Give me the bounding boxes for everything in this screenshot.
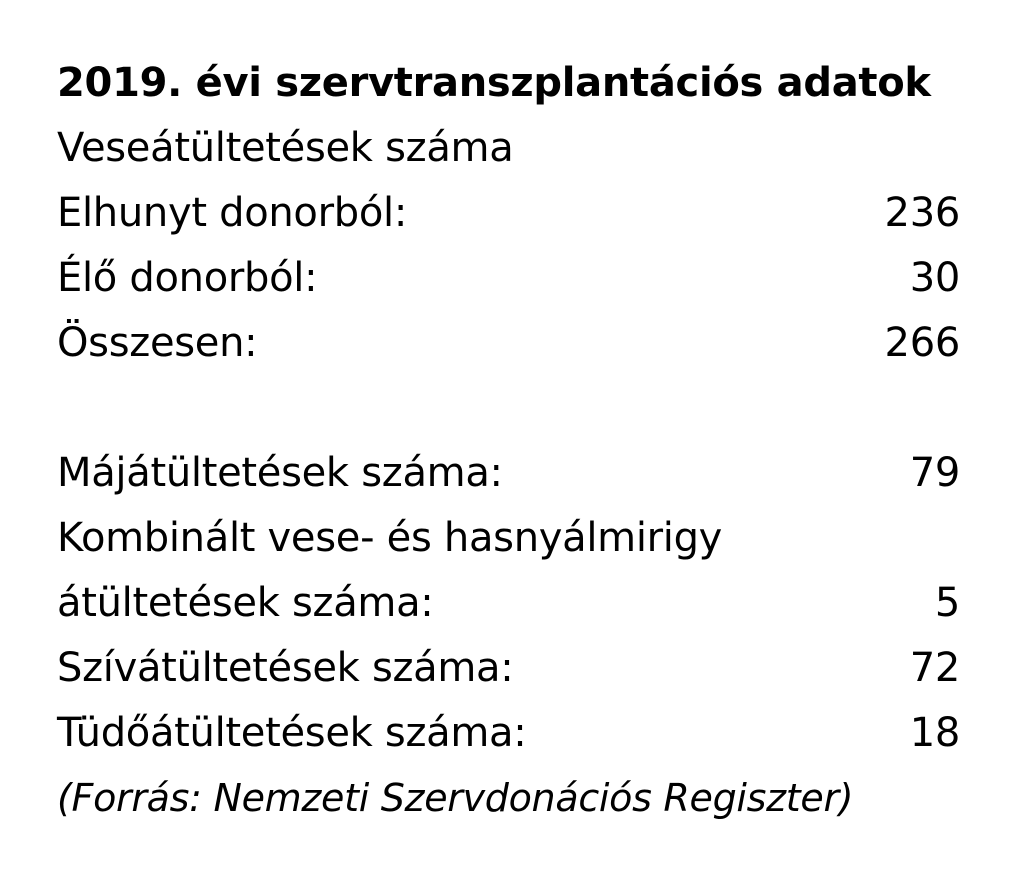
kidney-total-row [57,311,960,376]
heart-row [57,636,960,701]
kidney-total-label: Összesen: [57,320,258,366]
heart-label: Szívátültetések száma: [57,645,514,691]
kidney-living-label: Élő donorból: [57,255,318,301]
kidney-pancreas-value: 5 [934,580,960,626]
heart-value: 72 [909,645,960,691]
kidney-deceased-row [57,181,960,246]
liver-label: Májátültetések száma: [57,450,503,496]
lung-label: Tüdőátültetések száma: [57,710,527,756]
page-title: 2019. évi szervtranszplantációs adatok [57,60,931,106]
kidney-total-value: 266 [884,320,960,366]
kidney-heading: Veseátültetések száma [57,125,514,171]
kidney-living-row [57,246,960,311]
source-note: (Forrás: Nemzeti Szervdonációs Regiszter) [57,776,854,820]
kidney-deceased-label: Elhunyt donorból: [57,190,407,236]
liver-value: 79 [909,450,960,496]
kidney-pancreas-label-line2: átültetések száma: [57,580,434,626]
kidney-living-value: 30 [909,255,960,301]
transplant-stats-card [57,50,960,831]
kidney-deceased-value: 236 [884,190,960,236]
kidney-pancreas-label-line1: Kombinált vese- és hasnyálmirigy [57,515,723,561]
section-spacer [57,376,960,441]
kidney-pancreas-row-line1 [57,506,960,571]
kidney-heading-row [57,116,960,181]
lung-value: 18 [909,710,960,756]
kidney-pancreas-row-line2 [57,571,960,636]
liver-row [57,441,960,506]
lung-row [57,701,960,766]
